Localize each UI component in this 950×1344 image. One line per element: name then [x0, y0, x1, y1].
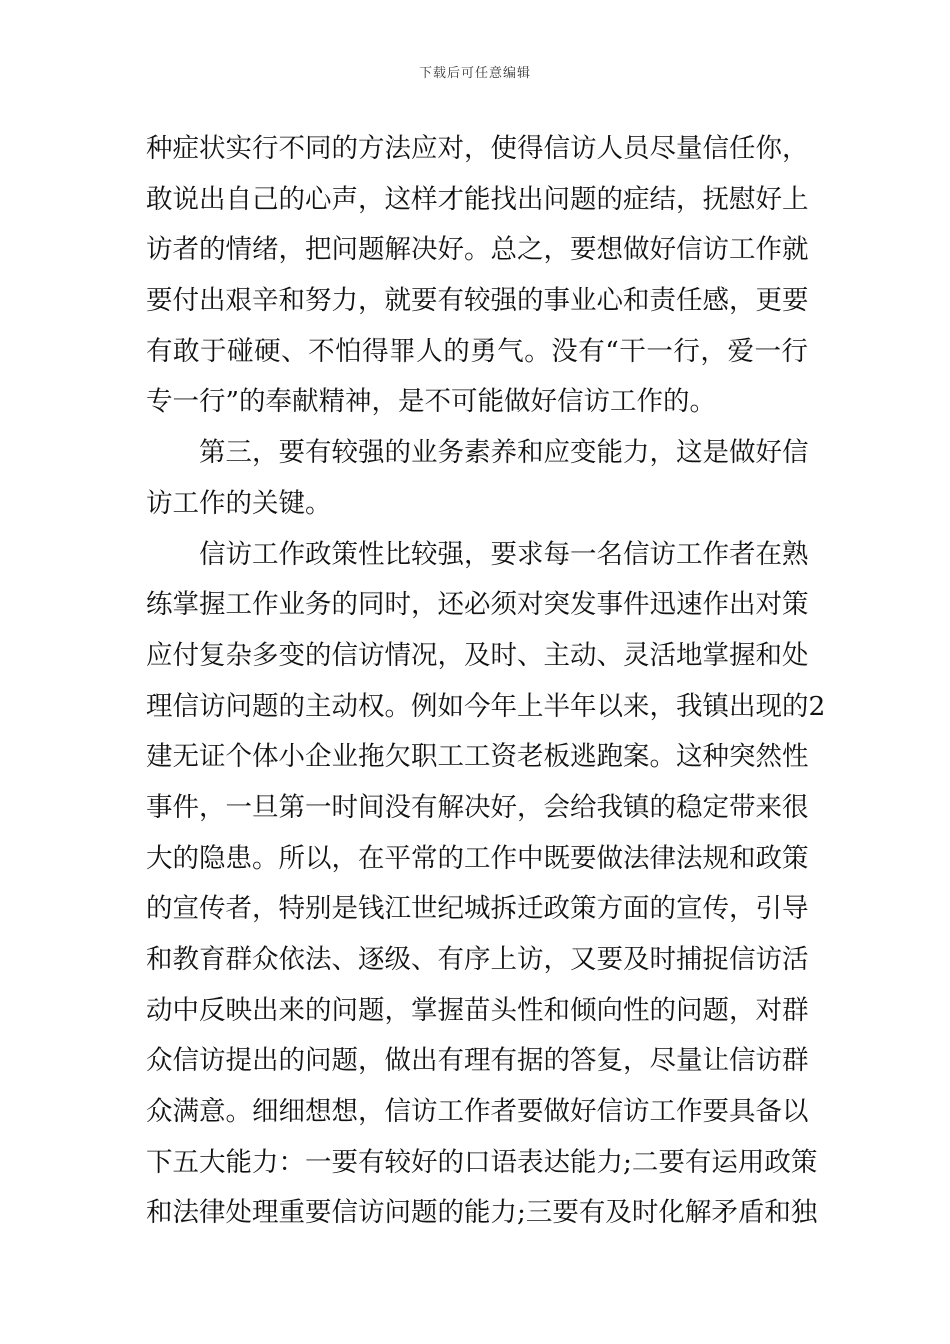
- text-line: 信访工作政策性比较强，要求每一名信访工作者在熟: [199, 538, 809, 570]
- text-line: 下五大能力：一要有较好的口语表达能力;二要有运用政策: [146, 1146, 818, 1178]
- text-line: 理信访问题的主动权。例如今年上半年以来，我镇出现的2: [146, 690, 826, 722]
- text-line: 和教育群众依法、逐级、有序上访，又要及时捕捉信访活: [146, 944, 809, 975]
- page-header: 下载后可任意编辑: [418, 66, 531, 81]
- document-body: [146, 124, 826, 1239]
- text-line: 种症状实行不同的方法应对，使得信访人员尽量信任你，: [146, 133, 809, 164]
- text-line: 要付出艰辛和努力，就要有较强的事业心和责任感，更要: [146, 285, 809, 317]
- text-line: 敢说出自己的心声，这样才能找出问题的症结，抚慰好上: [146, 183, 809, 215]
- text-line: 应付复杂多变的信访情况，及时、主动、灵活地掌握和处: [146, 639, 809, 671]
- text-line: 练掌握工作业务的同时，还必须对突发事件迅速作出对策: [146, 589, 809, 621]
- text-line: 专一行”的奉献精神，是不可能做好信访工作的。: [146, 386, 717, 418]
- text-line: 事件，一旦第一时间没有解决好，会给我镇的稳定带来很: [146, 791, 809, 823]
- text-line: 访工作的关键。: [146, 487, 332, 519]
- text-line: 众信访提出的问题，做出有理有据的答复，尽量让信访群: [146, 1045, 809, 1077]
- text-line: 访者的情绪，把问题解决好。总之，要想做好信访工作就: [146, 234, 809, 266]
- text-line: 大的隐患。所以，在平常的工作中既要做法律法规和政策: [146, 842, 809, 874]
- text-line: 众满意。细细想想，信访工作者要做好信访工作要具备以: [146, 1096, 809, 1128]
- text-line: 动中反映出来的问题，掌握苗头性和倾向性的问题，对群: [146, 994, 809, 1026]
- text-line: 有敢于碰硬、不怕得罪人的勇气。没有“干一行，爱一行: [146, 335, 808, 367]
- text-line: 的宣传者，特别是钱江世纪城拆迁政策方面的宣传，引导: [146, 893, 809, 925]
- text-line: 第三，要有较强的业务素养和应变能力，这是做好信: [199, 437, 809, 469]
- text-line: 建无证个体小企业拖欠职工工资老板逃跑案。这种突然性: [146, 741, 809, 773]
- text-line: 和法律处理重要信访问题的能力;三要有及时化解矛盾和独: [146, 1197, 818, 1229]
